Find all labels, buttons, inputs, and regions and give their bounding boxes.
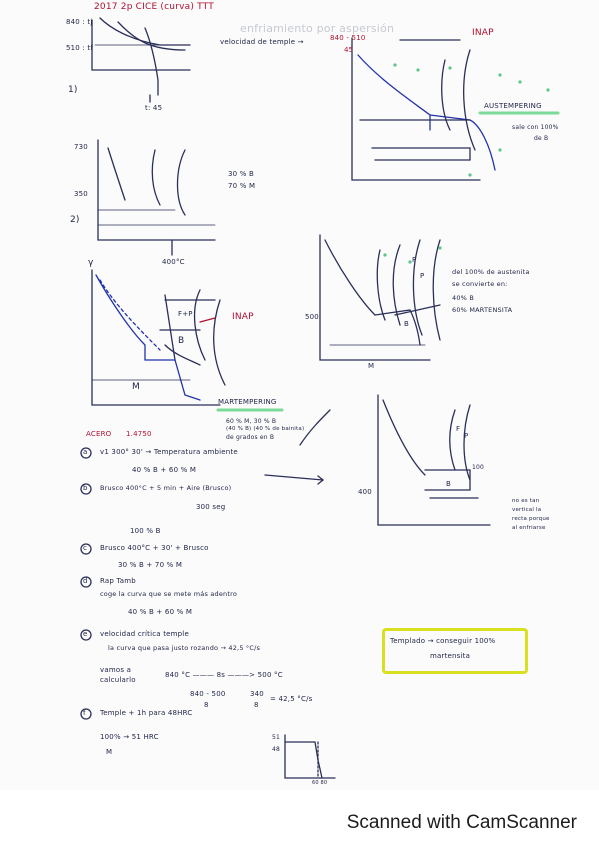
ylabel-510: 510 : tf (66, 44, 93, 52)
g-51: 51 (272, 734, 281, 741)
austempering-label: AUSTEMPERING (484, 102, 542, 110)
aust-note2: de B (534, 135, 549, 142)
d-text2: coge la curva que se mete más adentro (100, 590, 238, 598)
d-text: Rap Tamb (100, 577, 136, 585)
e-frac2-den: 8 (254, 701, 259, 709)
c-text: Brusco 400°C + 30' + Brusco (100, 544, 209, 552)
highlight-line1: Templado → conseguir 100% (390, 637, 496, 645)
t45-label: t: 45 (145, 104, 163, 112)
e-text: velocidad crítica temple (100, 630, 189, 638)
f-label-lower: F (456, 425, 461, 433)
y730: 730 (74, 143, 88, 151)
d-result: 40 % B + 60 % M (128, 608, 193, 616)
side-note4: al enfriarse (512, 525, 546, 531)
vamos-2: calcularlo (100, 676, 136, 684)
f-text: Temple + 1h para 48HRC (100, 709, 193, 717)
f-text2: 100% → 51 HRC (100, 733, 159, 741)
p-label-right: P (420, 272, 425, 280)
right-note1: del 100% de austenita (452, 268, 530, 276)
e-frac-num: 840 - 500 (190, 690, 226, 698)
b-text: Brusco 400°C + 5 min + Aire (Brusco) (100, 484, 232, 492)
p-label-lower: P (464, 432, 469, 440)
g-x: 60 80 (312, 780, 328, 786)
right-note4: 60% MARTENSITA (452, 306, 513, 314)
mart-note1: 60 % M, 30 % B (226, 418, 277, 425)
mart-note3: de grados en B (226, 434, 275, 441)
scanner-footer (0, 790, 599, 848)
y500: 500 (305, 313, 319, 321)
c-label: c (83, 544, 88, 552)
side-note1: no es tan (512, 498, 540, 504)
a-result: 40 % B + 60 % M (132, 466, 197, 474)
velocidad-prefix: velocidad de temple → (220, 38, 304, 46)
b-label-lower: B (446, 480, 452, 488)
vamos-1: vamos a (100, 666, 132, 674)
t100: 100 (472, 464, 485, 471)
y400: 400 (358, 488, 372, 496)
top-title: 2017 2p CICE (curva) TTT (94, 2, 214, 12)
c-result: 30 % B + 70 % M (118, 561, 183, 569)
y350: 350 (74, 190, 88, 198)
b-label: b (83, 484, 88, 492)
steel-code: 1.4750 (126, 430, 152, 438)
label-30b: 30 % B (228, 170, 255, 178)
right-note2: se convierte en: (452, 280, 508, 288)
num-2: 2) (70, 215, 80, 225)
e-frac-den: 8 (204, 701, 209, 709)
f-m: M (106, 748, 113, 756)
fp-label: F+P (178, 310, 193, 318)
e-calc: 840 °C ——— 8s ———> 500 °C (165, 671, 283, 679)
martempering-label: MARTEMPERING (218, 398, 277, 406)
b-label-left: B (178, 336, 185, 346)
inap-top: INAP (472, 28, 494, 38)
e-result: = 42,5 °C/s (270, 695, 313, 703)
aust-note1: sale con 100% (512, 124, 559, 131)
e-label: e (83, 630, 88, 638)
gamma: γ (88, 258, 94, 268)
velocidad-num: 840 - 510 (330, 34, 366, 42)
side-note3: recta porque (512, 516, 550, 522)
e-frac2-num: 340 (250, 690, 264, 698)
mart-note2: (40 % B) (40 % de bainita) (226, 426, 305, 432)
scanner-watermark: Scanned with CamScanner (346, 812, 577, 833)
highlight-box (382, 628, 528, 674)
b-result: 100 % B (130, 527, 161, 535)
ylabel-840: 840 : tj (66, 18, 93, 26)
steel-label: ACERO (86, 430, 112, 438)
d-label: d (83, 577, 88, 585)
a-text: v1 300° 30' → Temperatura ambiente (100, 448, 238, 456)
g-48: 48 (272, 746, 281, 753)
b-sub: 300 seg (196, 503, 226, 511)
e-text2: la curva que pasa justo rozando → 42,5 °C/s (108, 644, 261, 652)
right-note3: 40% B (452, 294, 474, 302)
num-1: 1) (68, 85, 78, 95)
velocidad-den: 45 (344, 46, 354, 54)
label-70m: 70 % M (228, 182, 256, 190)
highlight-line2: martensita (430, 652, 471, 660)
m-label-left: M (132, 382, 140, 392)
inap-mid: INAP (232, 312, 254, 322)
f-label: f (83, 709, 86, 717)
faded-title: enfriamiento por aspersión (240, 22, 395, 35)
side-note2: vertical la (512, 507, 542, 513)
f-label-right: F (412, 256, 417, 264)
a-label: a (83, 448, 88, 456)
t400: 400°C (162, 258, 185, 266)
b-label-right: B (404, 320, 410, 328)
m-label-right: M (368, 362, 375, 370)
